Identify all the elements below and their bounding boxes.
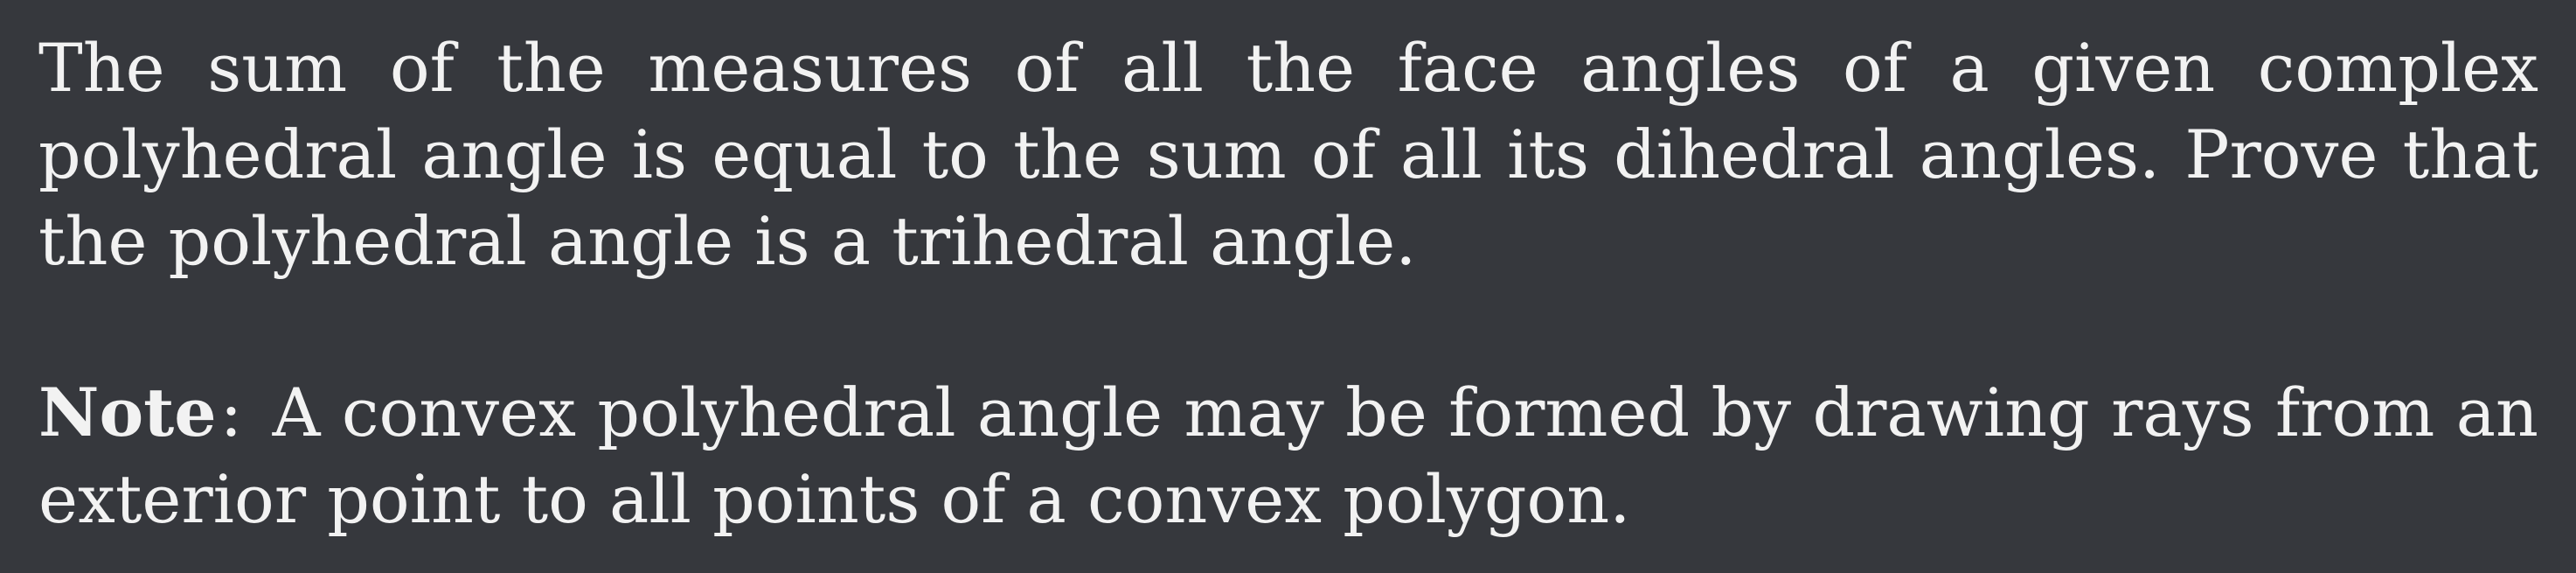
note-label: Note (38, 374, 217, 451)
note-paragraph (38, 369, 2538, 542)
document-page (38, 24, 2538, 542)
note-separator: : (219, 374, 243, 451)
note-text: A convex polyhedral angle may be formed by drawing rays from an exterior point to all points of a convex polygon. (38, 374, 2538, 538)
problem-statement: The sum of the measures of all the face angles of a given complex polyhedral angle is equal to the sum of all its dihedral angles. Prove that the polyhedral angle is a trihedral angle. (38, 29, 2538, 280)
